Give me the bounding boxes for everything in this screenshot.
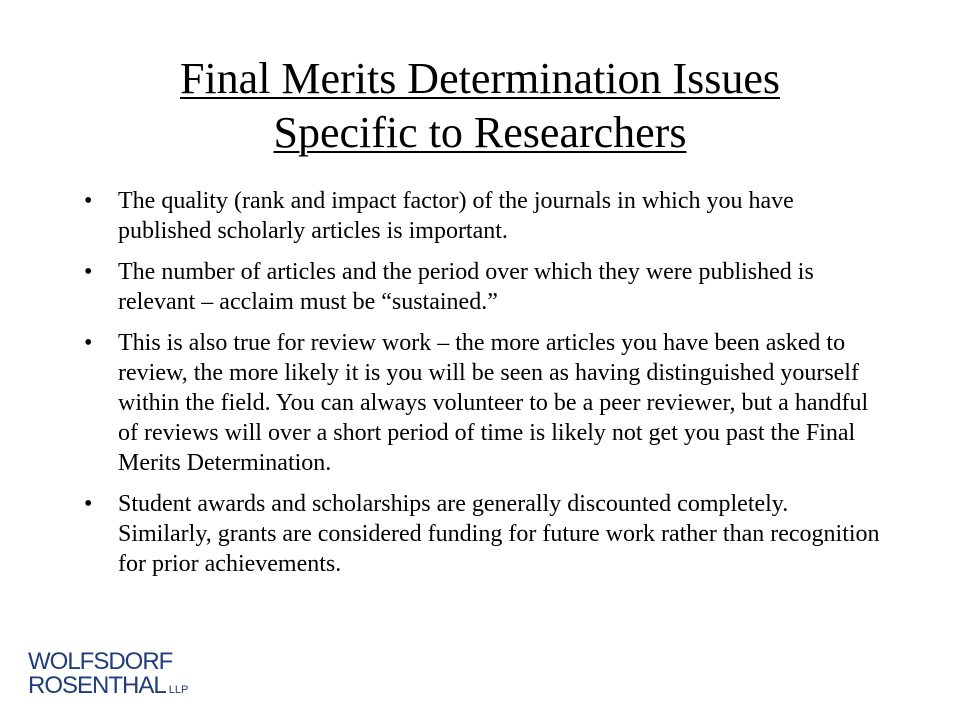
bullet-text: This is also true for review work – the more articles you have been asked to review, the more likely it is you will be seen as having distinguished yourself within the field. You can always volunteer to be a peer reviewer, but a handful of reviews will over a short period of time is likely not get you past the Final Merits Determination. (118, 330, 869, 476)
bullet-list (80, 186, 880, 590)
bullet-item-journal-quality (80, 186, 880, 246)
logo-line-2 (28, 673, 188, 703)
bullet-icon: • (84, 259, 93, 285)
logo-line-1: WOLFSDORF (28, 648, 173, 675)
bullet-icon: • (84, 491, 93, 517)
company-logo (28, 645, 288, 705)
slide-title-line-1: Final Merits Determination Issues (179, 54, 780, 103)
bullet-item-review-work (80, 328, 880, 478)
bullet-icon: • (84, 330, 93, 356)
bullet-text: Student awards and scholarships are generally discounted completely. Similarly, grants are considered funding for future work rather than recognition for prior achievements. (118, 491, 880, 577)
bullet-item-awards-grants (80, 489, 880, 579)
bullet-icon: • (84, 188, 93, 214)
slide-title-line-2: Specific to Researchers (273, 108, 687, 157)
bullet-text: The number of articles and the period over which they were published is relevant – acclaim must be “sustained.” (118, 259, 814, 315)
slide-title (60, 52, 900, 160)
logo-line-2-text: ROSENTHAL (28, 672, 166, 699)
bullet-item-article-count (80, 257, 880, 317)
logo-suffix: LLP (168, 684, 189, 696)
bullet-text: The quality (rank and impact factor) of the journals in which you have published scholarly articles is important. (118, 188, 794, 244)
